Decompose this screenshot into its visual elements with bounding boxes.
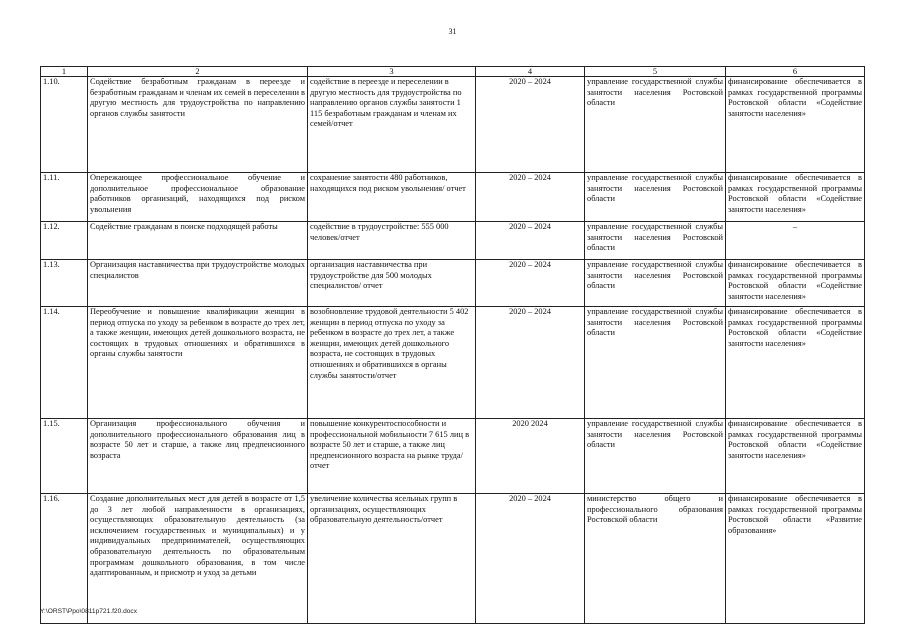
period-cell: 2020 – 2024 (476, 222, 585, 260)
measure-cell: Переобучение и повышение квалификации женщин в период отпуска по уходу за ребенком в возрасте до трех лет, а также женщин, имеющих детей дошкольного возраста, не состоящих в трудовых отношениях и обратившихся в органы службы занятости (88, 307, 308, 419)
funding-cell: финансирование обеспечивается в рамках государственной программы Ростовской области «Содействие занятости населения» (726, 419, 865, 494)
executor-cell: управление государственной службы занятости населения Ростовской области (585, 77, 726, 173)
funding-cell: – (726, 222, 865, 260)
row-number: 1.10. (41, 77, 88, 173)
table-row (41, 419, 865, 494)
funding-cell: финансирование обеспечивается в рамках государственной программы Ростовской области «Развитие образования» (726, 494, 865, 624)
funding-cell: финансирование обеспечивается в рамках государственной программы Ростовской области «Содействие занятости населения» (726, 77, 865, 173)
row-number: 1.15. (41, 419, 88, 494)
measures-table (40, 66, 865, 624)
result-cell: возобновление трудовой деятельности 5 402 женщин в период отпуска по уходу за ребенком в возрасте до трех лет, а также женщин, имеющих детей дошкольного возраста, не состоящих в трудовых отношениях и обратившихся в органы службы занятости/отчет (308, 307, 476, 419)
row-number: 1.13. (41, 260, 88, 307)
period-cell: 2020 – 2024 (476, 494, 585, 624)
executor-cell: министерство общего и профессионального образования Ростовской области (585, 494, 726, 624)
executor-cell: управление государственной службы занятости населения Ростовской области (585, 222, 726, 260)
table-row (41, 307, 865, 419)
column-header: 1 (41, 67, 88, 77)
table-row (41, 494, 865, 624)
period-cell: 2020 – 2024 (476, 260, 585, 307)
measure-cell: Организация профессионального обучения и дополнительного профессионального образования лиц в возрасте 50 лет и старше, а также лиц предпенсионного возраста (88, 419, 308, 494)
funding-cell: финансирование обеспечивается в рамках государственной программы Ростовской области «Содействие занятости населения» (726, 173, 865, 222)
column-header: 3 (308, 67, 476, 77)
page-number: 31 (448, 27, 457, 36)
column-header: 6 (726, 67, 865, 77)
column-header: 2 (88, 67, 308, 77)
row-number: 1.11. (41, 173, 88, 222)
measure-cell: Организация наставничества при трудоустройстве молодых специалистов (88, 260, 308, 307)
period-cell: 2020 – 2024 (476, 173, 585, 222)
executor-cell: управление государственной службы занятости населения Ростовской области (585, 419, 726, 494)
period-cell: 2020 – 2024 (476, 77, 585, 173)
table-row (41, 260, 865, 307)
header-row (41, 67, 865, 77)
row-number: 1.12. (41, 222, 88, 260)
result-cell: организация наставничества при трудоустройстве для 500 молодых специалистов/ отчет (308, 260, 476, 307)
measure-cell: Создание дополнительных мест для детей в возрасте от 1,5 до 3 лет любой направленности в организациях, осуществляющих образовательную деятельность (за исключением государственных и муниципальных) и у индивидуальных предпринимателей, осуществляющих образовательную деятельность по образовательным программам дошкольного образования, в том числе адаптированным, и присмотр и уход за детьми (88, 494, 308, 624)
table-row (41, 173, 865, 222)
row-number: 1.14. (41, 307, 88, 419)
measure-cell: Содействие гражданам в поиске подходящей работы (88, 222, 308, 260)
executor-cell: управление государственной службы занятости населения Ростовской области (585, 307, 726, 419)
row-number: 1.16. (41, 494, 88, 624)
result-cell: содействие в переезде и переселении в другую местность для трудоустройства по направлению органов службы занятости 1 115 безработным гражданам и членам их семей/отчет (308, 77, 476, 173)
table-row (41, 77, 865, 173)
measure-cell: Опережающее профессиональное обучение и дополнительное профессиональное образование работников организаций, находящихся под риском увольнения (88, 173, 308, 222)
executor-cell: управление государственной службы занятости населения Ростовской области (585, 260, 726, 307)
table-row (41, 222, 865, 260)
funding-cell: финансирование обеспечивается в рамках государственной программы Ростовской области «Содействие занятости населения» (726, 307, 865, 419)
result-cell: сохранение занятости 480 работников, находящихся под риском увольнения/ отчет (308, 173, 476, 222)
result-cell: содействие в трудоустройстве: 555 000 человек/отчет (308, 222, 476, 260)
result-cell: увеличение количества ясельных групп в организациях, осуществляющих образовательную деятельность/отчет (308, 494, 476, 624)
table-body (41, 67, 865, 624)
period-cell: 2020 2024 (476, 419, 585, 494)
document-path: Y:\ORST\Ppo\0811p721.f20.docx (40, 608, 138, 615)
result-cell: повышение конкурентоспособности и профессиональной мобильности 7 615 лиц в возрасте 50 лет и старше, а также лиц предпенсионного возраста на рынке труда/отчет (308, 419, 476, 494)
executor-cell: управление государственной службы занятости населения Ростовской области (585, 173, 726, 222)
column-header: 5 (585, 67, 726, 77)
period-cell: 2020 – 2024 (476, 307, 585, 419)
column-header: 4 (476, 67, 585, 77)
funding-cell: финансирование обеспечивается в рамках государственной программы Ростовской области «Содействие занятости населения» (726, 260, 865, 307)
measure-cell: Содействие безработным гражданам в переезде и безработным гражданам и членам их семей в переселении в другую местность для трудоустройства по направлению органов службы занятости (88, 77, 308, 173)
